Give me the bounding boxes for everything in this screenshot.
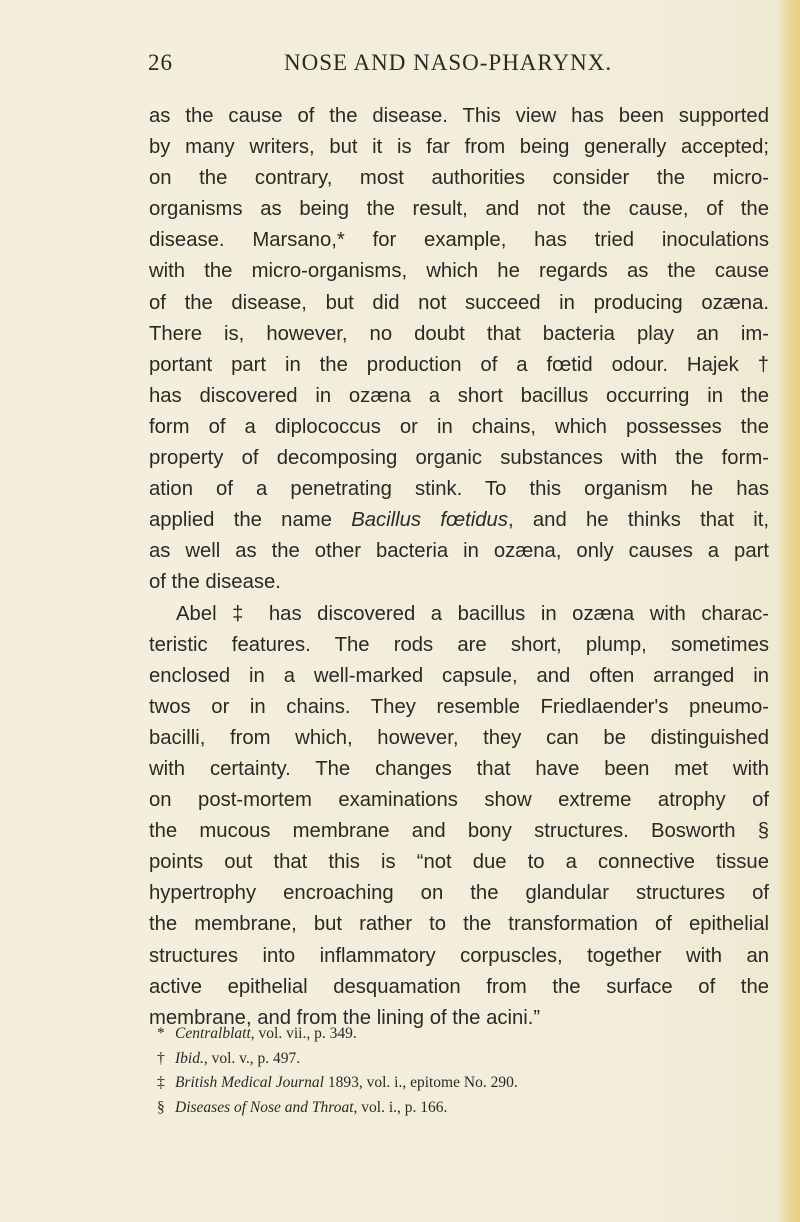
footnote (157, 1071, 757, 1096)
footnote (157, 1096, 757, 1121)
footnotes (157, 1022, 757, 1120)
text-line: hypertrophy encroaching on the glandular structures of (149, 882, 769, 905)
text-line: points out that this is “not due to a connective tissue (149, 851, 769, 874)
text-line: of the disease, but did not succeed in producing ozæna. (149, 291, 769, 314)
footnote-citation: , vol. v., p. 497. (203, 1049, 301, 1067)
text-line: disease. Marsano,* for example, has tried inoculations (149, 229, 769, 252)
footnote-source-title: Centralblatt (175, 1025, 251, 1042)
text-line: There is, however, no doubt that bacteria play an im- (149, 322, 769, 345)
footnote-citation: 1893, vol. i., epitome No. 290. (323, 1074, 518, 1091)
text-line: property of decomposing organic substances with the form- (149, 447, 769, 470)
text-line: twos or in chains. They resemble Friedlaender's pneumo- (149, 695, 769, 718)
footnote-citation: , vol. i., p. 166. (353, 1098, 448, 1116)
text-line-last: membrane, and from the lining of the acini.” (149, 1006, 541, 1029)
text-line: teristic features. The rods are short, plump, sometimes (149, 633, 769, 656)
footnote (157, 1047, 757, 1072)
text-line: structures into inflammatory corpuscles, together with an (149, 944, 769, 967)
footnote-source-title: Ibid. (175, 1049, 204, 1067)
text-line-last: of the disease. (149, 571, 281, 594)
running-header (148, 50, 748, 86)
text-line: bacilli, from which, however, they can be distinguished (149, 726, 769, 749)
text-line: as the cause of the disease. This view has been supported (149, 105, 769, 127)
text-line-mixed (149, 505, 769, 536)
text-run: applied the name (149, 509, 352, 532)
footnote-mark: † (157, 1049, 165, 1067)
body-text (149, 101, 769, 1034)
text-line: by many writers, but it is far from being generally accepted; (149, 136, 769, 159)
text-line: portant part in the production of a fœtid odour. Hajek † (149, 353, 769, 376)
page-number: 26 (148, 50, 173, 75)
text-line: on the contrary, most authorities consider the micro- (149, 167, 769, 190)
page-edge (780, 0, 800, 1222)
text-run: , and he thinks that it, (507, 509, 770, 532)
text-line: on post-mortem examinations show extreme atrophy of (149, 789, 769, 812)
text-line: enclosed in a well-marked capsule, and often arranged in (149, 664, 769, 687)
footnote-source-title: British Medical Journal (175, 1074, 324, 1091)
footnote-mark: ‡ (157, 1074, 165, 1091)
text-line: with the micro-organisms, which he regards as the cause (149, 260, 769, 283)
text-line: with certainty. The changes that have been met with (149, 757, 769, 780)
paragraph-first-line: Abel ‡ has discovered a bacillus in ozæna with charac- (176, 602, 769, 625)
text-line: ation of a penetrating stink. To this organism he has (149, 478, 769, 501)
footnote (157, 1022, 757, 1047)
footnote-mark: * (157, 1025, 165, 1042)
footnote-mark: § (157, 1098, 165, 1116)
footnote-citation: , vol. vii., p. 349. (250, 1025, 357, 1042)
text-line: organisms as being the result, and not the cause, of the (149, 198, 769, 221)
text-line: as well as the other bacteria in ozæna, only causes a part (149, 540, 769, 563)
text-line: active epithelial desquamation from the surface of the (149, 975, 769, 998)
italic-species-name: Bacillus fœtidus (351, 509, 508, 532)
text-line: the membrane, but rather to the transformation of epithelial (149, 913, 769, 936)
text-line: has discovered in ozæna a short bacillus occurring in the (149, 384, 769, 407)
footnote-source-title: Diseases of Nose and Throat (175, 1098, 354, 1116)
running-title: NOSE AND NASO-PHARYNX. (284, 50, 613, 75)
text-line: the mucous membrane and bony structures. Bosworth § (149, 820, 769, 843)
text-line: form of a diplococcus or in chains, which possesses the (149, 415, 769, 438)
